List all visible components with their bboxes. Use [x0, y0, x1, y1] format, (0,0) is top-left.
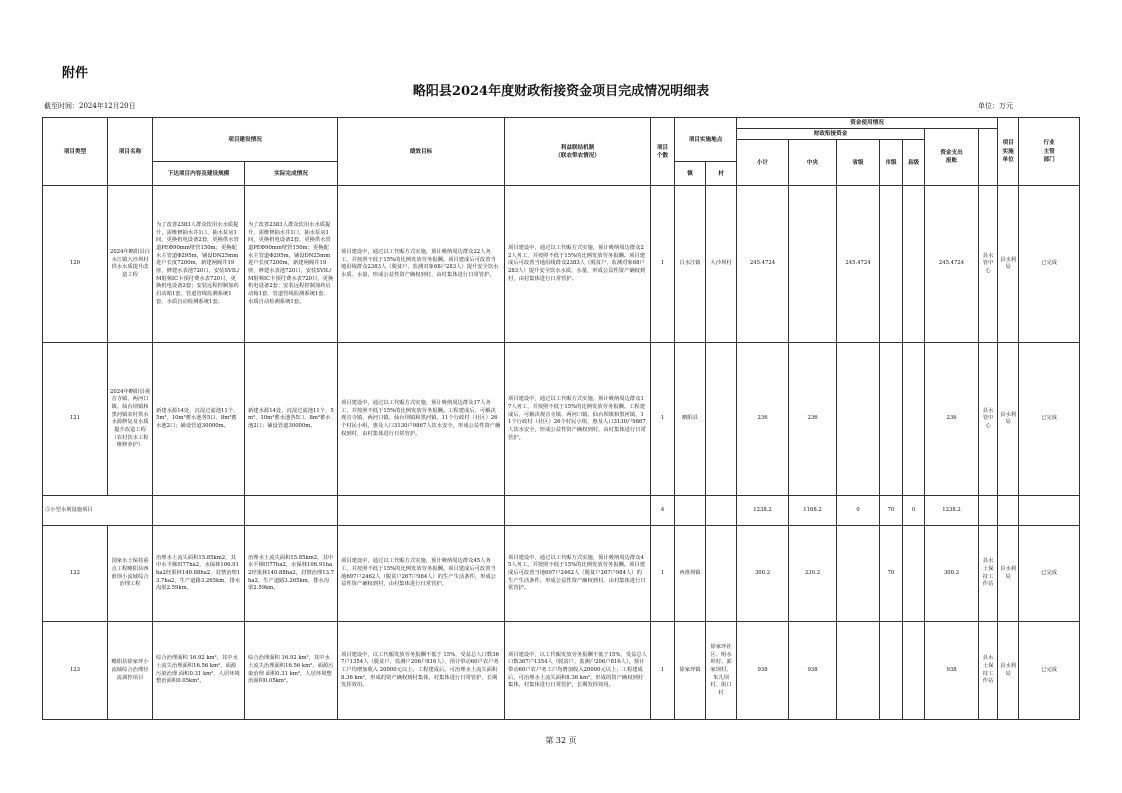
- table-row: [43, 343, 1080, 496]
- row-city: [880, 343, 903, 496]
- row-reported: 938: [925, 622, 979, 720]
- header-village: 村: [706, 162, 737, 186]
- row-count: 1: [651, 622, 675, 720]
- row-province: 0: [837, 496, 880, 526]
- row-county: [903, 622, 925, 720]
- row-village: 大沙坝村: [706, 186, 737, 343]
- row-actual: [245, 496, 338, 526]
- row-count: 4: [651, 496, 675, 526]
- row-dept: 县水利局: [998, 343, 1019, 496]
- header-actual: 实际完成情况: [245, 162, 338, 186]
- row-goal: 项目建设中，通过以工代赈方式实施，预计吸纳周边群众17人务工，并按照不低于15%的比例发放劳务报酬。工程建成后，可解决观音寺镇、两河口镇、仙台坝镇和黑河镇、11个行政村（社区）26个村民小组，惠及人口3130户9867人饮水安全，形成公益性资产确权到村，由村集体进行日常管护。: [338, 343, 505, 496]
- table-row: [43, 186, 1080, 343]
- row-province: [837, 343, 880, 496]
- row-name: 2024年略阳县白水江镇大沙坝村供水水质提升改造工程: [108, 186, 153, 343]
- row-impl-unit: 县水土保持工作站: [979, 526, 998, 622]
- row-village: [706, 526, 737, 622]
- as-of-date: 截至时间：2024年12月20日: [44, 102, 136, 110]
- row-county: 0: [903, 496, 925, 526]
- header-funds: 资金使用情况: [737, 118, 998, 129]
- row-planned: 治理水土流失面积15.85km2，其中水平梯田77ha2，水保林106.91ha2经果林140.88ha2，封禁治理13.7ha2，生产道路3.265km，排水沟渠2.59km。: [153, 526, 245, 622]
- row-dept: 县水利局: [998, 526, 1019, 622]
- row-actual: 治理水土流失面积15.85km2，其中水平梯田77ha2，水保林106.91ha2经果林140.88ha2，封禁治理13.7ha2，生产道路3.265km，排水沟渠2.59km。: [245, 526, 338, 622]
- row-actual: 为了改善2383人群众饮用水水质提升，需维修抽水井1口、抽水泵房1间，更换机电设备2套，更换供水管道PEΦ90mm壁管150m；更换配水主管道Φ295m，铺设DN25mm进户长度7200m，新建闸阀井19座，修建水表池720口，安装SVIL/M射频IC卡预付费水表720只，更换机电设备2套；安装远程控制加药启动箱1套、管道管线监测系统1套、水质自动检测系统1套。: [245, 186, 338, 343]
- row-central: 1168.2: [789, 496, 837, 526]
- page-number: 第 32 页: [545, 736, 577, 745]
- header-province: 省级: [837, 140, 880, 186]
- header-count: 项目 个数: [651, 118, 675, 186]
- row-county: [903, 343, 925, 496]
- row-goal: [338, 496, 505, 526]
- row-type: 122: [43, 526, 108, 622]
- row-impl-unit: 县水管中心: [979, 186, 998, 343]
- row-name: 略阳县徐家坪小流域综合治理径流调控项目: [108, 622, 153, 720]
- row-village: 徐家坪社区、明水坝村、郭家坝村、朱儿坝村、街口村: [706, 622, 737, 720]
- page-title: 略阳县2024年度财政衔接资金项目完成情况明细表: [412, 84, 710, 99]
- header-goal: 绩效目标: [338, 118, 505, 186]
- row-count: 1: [651, 186, 675, 343]
- row-town: 白水江镇: [675, 186, 706, 343]
- row-mechanism: 项目建设中，通过以工代赈方式实施，预计吸纳周边群众22人务工，并按照不低于15%的比例发放劳务报酬。项目建成后可改善当地沿线群众2383人（脱贫户、监测对象68户283人）提升安全饮水水质、水量，形成公益性资产确权到村，由村集体进行日常管护。: [505, 186, 651, 343]
- row-actual: 综合治理面积 16.92 km²，其中水土流失治理面积16.56 km²，面源污染治理 面积0.31 km²，人居环境整治面积0.05km²。: [245, 622, 338, 720]
- header-mechanism: 利益联结机制 （联农带农情况）: [505, 118, 651, 186]
- header-fiscal: 财政衔接资金: [737, 129, 925, 140]
- row-goal: 项目建设中，通过以工代赈方式实施，预计吸纳周边群众45人务工，并按照不低于15%的比例发放劳务报酬。项目建成后可改善当地697户2462人（脱贫户267户984人）的生产生活条件，形成公益性资产确权到村，由村集体进行日常管护。: [338, 526, 505, 622]
- header-planned: 下达项目内容及建设规模: [153, 162, 245, 186]
- row-impl-unit: 县水土保持工作站: [979, 622, 998, 720]
- row-planned: 新建水源14处、沉淀过滤池11个、5m³、10m³蓄水池各5口、8m³蓄水池2口；铺设管道30000m。: [153, 343, 245, 496]
- unit-label: 单位：万元: [978, 102, 1013, 110]
- header-city: 市级: [880, 140, 903, 186]
- row-village: [706, 496, 737, 526]
- row-city: 70: [880, 526, 903, 622]
- row-dept: 县水利局: [998, 622, 1019, 720]
- row-city: 70: [880, 496, 903, 526]
- row-impl-unit: [979, 496, 998, 526]
- row-type: 120: [43, 186, 108, 343]
- row-goal: 项目建设中，以工代赈发放劳务报酬不低于 15%，受益总人口数367户1354人（脱贫户、监测户206户816人），预计带动60户农户务工户均增加收入 20000元以上。工程建成后，可治理水土流失面积8.36 km²，形成的资产确权到村集体，村集体进行日常管护，长期发挥效用。: [338, 622, 505, 720]
- row-planned: 为了改善2383人群众饮用水水质提升，需维修抽水井1口、抽水泵房1间，更换机电设备2套，更换供水管道PEΦ90mm壁管150m；更换配水主管道Φ295m，铺设DN25mm进户长度7200m，新建闸阀井19座，修建水表池720口，安装SVIL/M射频IC卡预付费水表720只，更换机电设备2套；安装远程控制加药启动箱1套、管道管线监测系统1套、水质自动检测系统1套。: [153, 186, 245, 343]
- row-status: [1019, 496, 1080, 526]
- header-location: 项目实施地点: [675, 118, 737, 162]
- row-dept: [998, 496, 1019, 526]
- row-planned: 综合治理面积 16.92 km²，其中水土流失治理面积16.56 km²，面源污染治理 面积0.31 km²，人居环境整治面积0.05km²。: [153, 622, 245, 720]
- row-reported: 1238.2: [925, 496, 979, 526]
- row-town: 西淮坝镇: [675, 526, 706, 622]
- row-county: [903, 526, 925, 622]
- row-impl-unit: 县水管中心: [979, 343, 998, 496]
- table-body: [43, 186, 1080, 720]
- table-header: [43, 118, 1080, 186]
- row-planned: [153, 496, 245, 526]
- row-subtotal: 245.4724: [737, 186, 789, 343]
- row-type: ⑤小型水利设施项目: [43, 496, 153, 526]
- row-status: 已完成: [1019, 343, 1080, 496]
- row-type: 123: [43, 622, 108, 720]
- row-name: 2024年略阳县观音寺镇、两河口镇、仙台坝镇和黑河镇农村供水水源修复及水质提升改造工程（农村饮水工程维修养护）: [108, 343, 153, 496]
- row-reported: 300.2: [925, 526, 979, 622]
- row-mechanism: 项目建设中，通过以工代赈方式实施，预计吸纳周边群众17人务工，并按照不低于15%的比例发放劳务报酬。工程建成后，可解决观音寺镇、两河口镇、仙台坝镇和黑河镇、11个行政村（社区）26个村民小组，惠及人口3130户9867人饮水安全，形成公益性资产确权到村，由村集体进行日常管护。: [505, 343, 651, 496]
- row-status: 已完成: [1019, 622, 1080, 720]
- row-central: 938: [789, 622, 837, 720]
- row-type: 121: [43, 343, 108, 496]
- attachment-label: 附件: [62, 66, 89, 81]
- row-city: [880, 622, 903, 720]
- header-subtotal: 小计: [737, 140, 789, 186]
- header-county: 县级: [903, 140, 925, 186]
- row-town: 略阳县: [675, 343, 706, 496]
- row-reported: 245.4724: [925, 186, 979, 343]
- row-dept: 县水利局: [998, 186, 1019, 343]
- table-row-category: [43, 496, 1080, 526]
- row-county: [903, 186, 925, 343]
- project-table: [42, 117, 1080, 720]
- row-province: [837, 622, 880, 720]
- row-status: 已完成: [1019, 186, 1080, 343]
- row-province: [837, 526, 880, 622]
- row-village: [706, 343, 737, 496]
- header-impl-unit: 项目 实施 单位: [998, 118, 1019, 186]
- row-city: [880, 186, 903, 343]
- table-row: [43, 526, 1080, 622]
- header-construction: 项目建设情况: [153, 118, 338, 162]
- row-central: 230.2: [789, 526, 837, 622]
- row-province: 245.4724: [837, 186, 880, 343]
- row-subtotal: 938: [737, 622, 789, 720]
- row-name: 国家水土保持重点工程略阳县西淮坝小流域综合治理工程: [108, 526, 153, 622]
- row-count: 1: [651, 343, 675, 496]
- row-subtotal: 300.2: [737, 526, 789, 622]
- row-goal: 项目建设中，通过以工代赈方式实施，预计吸纳周边群众22人务工，并按照不低于15%的比例发放劳务报酬。项目建成后可改善当地沿线群众2383人（脱贫户、监测对象68户283人）提升安全饮水水质、水量，形成公益性资产确权到村，由村集体进行日常管护。: [338, 186, 505, 343]
- row-mechanism: 项目建设中，通过以工代赈方式实施，预计吸纳周边群众45人务工，并按照不低于15%的比例发放劳务报酬。项目建成后可改善当地697户2462人（脱贫户267户984人）的生产生活条件，形成公益性资产确权到村，由村集体进行日常管护。: [505, 526, 651, 622]
- header-town: 镇: [675, 162, 706, 186]
- row-mechanism: 项目建设中，以工代赈发放劳务报酬不低于15%，受益总人口数367户1354人（脱贫户、监测户206户816人），预计带动60户农户务工户均增加收入20000元以上；工程建成后，可治理水土流失面积8.36 km²，形成的资产确权到村集体，村集体进行日常管护，长期发挥效用。: [505, 622, 651, 720]
- header-dept: 行业 主管 部门: [1019, 118, 1080, 186]
- row-town: 徐家坪镇: [675, 622, 706, 720]
- row-mechanism: [505, 496, 651, 526]
- row-count: 1: [651, 526, 675, 622]
- table-row: [43, 622, 1080, 720]
- row-status: 已完成: [1019, 526, 1080, 622]
- row-subtotal: 236: [737, 343, 789, 496]
- header-central: 中央: [789, 140, 837, 186]
- row-reported: 236: [925, 343, 979, 496]
- header-reported: 资金支出 报账: [925, 129, 979, 186]
- row-actual: 新建水源14处、沉淀过滤池11个、5m³、10m³蓄水池各5口、8m³蓄水池2口；铺设管道30000m。: [245, 343, 338, 496]
- header-type: 项目类型: [43, 118, 108, 186]
- row-central: [789, 186, 837, 343]
- row-town: [675, 496, 706, 526]
- row-central: 236: [789, 343, 837, 496]
- row-subtotal: 1238.2: [737, 496, 789, 526]
- header-name: 项目名称: [108, 118, 153, 186]
